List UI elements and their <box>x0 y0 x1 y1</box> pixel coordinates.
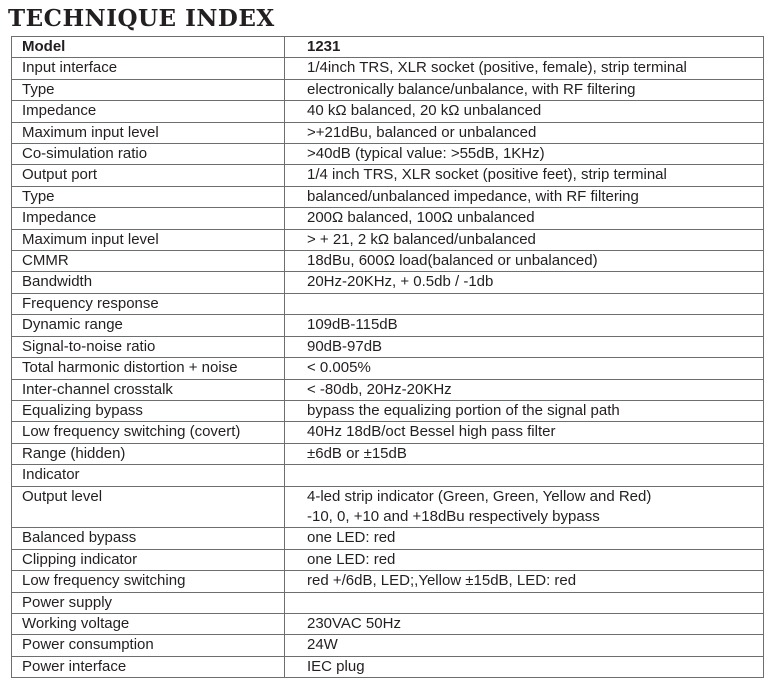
spec-label: Maximum input level <box>12 122 285 143</box>
spec-value <box>285 592 764 613</box>
table-row <box>12 571 764 592</box>
table-row <box>12 528 764 549</box>
table-row <box>12 144 764 165</box>
spec-label: Impedance <box>12 101 285 122</box>
spec-label: Co-simulation ratio <box>12 144 285 165</box>
spec-label: Type <box>12 186 285 207</box>
spec-label: Clipping indicator <box>12 549 285 570</box>
table-row <box>12 272 764 293</box>
spec-value: 200Ω balanced, 100Ω unbalanced <box>285 208 764 229</box>
table-row <box>12 486 764 528</box>
spec-label: Signal-to-noise ratio <box>12 336 285 357</box>
spec-value: red +/6dB, LED;,Yellow ±15dB, LED: red <box>285 571 764 592</box>
spec-label: Input interface <box>12 58 285 79</box>
spec-value: 230VAC 50Hz <box>285 613 764 634</box>
spec-value: 20Hz-20KHz, + 0.5db / -1db <box>285 272 764 293</box>
spec-label: Equalizing bypass <box>12 400 285 421</box>
table-row <box>12 293 764 314</box>
spec-value: < -80db, 20Hz-20KHz <box>285 379 764 400</box>
spec-label: Power consumption <box>12 635 285 656</box>
spec-label: Maximum input level <box>12 229 285 250</box>
table-row <box>12 379 764 400</box>
spec-value: 40Hz 18dB/oct Bessel high pass filter <box>285 422 764 443</box>
spec-value: bypass the equalizing portion of the signal path <box>285 400 764 421</box>
spec-value: > + 21, 2 kΩ balanced/unbalanced <box>285 229 764 250</box>
spec-value <box>285 465 764 486</box>
spec-value: one LED: red <box>285 528 764 549</box>
spec-label: Inter-channel crosstalk <box>12 379 285 400</box>
page-title: TECHNIQUE INDEX <box>8 5 275 32</box>
table-row <box>12 122 764 143</box>
table-row <box>12 58 764 79</box>
spec-label: Bandwidth <box>12 272 285 293</box>
table-row <box>12 336 764 357</box>
spec-value: >40dB (typical value: >55dB, 1KHz) <box>285 144 764 165</box>
spec-value: 1/4inch TRS, XLR socket (positive, female), strip terminal <box>285 58 764 79</box>
spec-label: Power supply <box>12 592 285 613</box>
spec-label: Indicator <box>12 465 285 486</box>
spec-value: 40 kΩ balanced, 20 kΩ unbalanced <box>285 101 764 122</box>
spec-value: 18dBu, 600Ω load(balanced or unbalanced) <box>285 251 764 272</box>
table-row <box>12 315 764 336</box>
spec-label: Type <box>12 79 285 100</box>
table-row <box>12 358 764 379</box>
spec-value <box>285 486 764 528</box>
spec-value: one LED: red <box>285 549 764 570</box>
spec-value: 90dB-97dB <box>285 336 764 357</box>
spec-value: >+21dBu, balanced or unbalanced <box>285 122 764 143</box>
spec-value: balanced/unbalanced impedance, with RF filtering <box>285 186 764 207</box>
spec-label: Low frequency switching (covert) <box>12 422 285 443</box>
spec-table-body <box>12 37 764 678</box>
table-row <box>12 549 764 570</box>
table-row <box>12 229 764 250</box>
spec-label: Working voltage <box>12 613 285 634</box>
spec-label: Model <box>12 37 285 58</box>
spec-value: < 0.005% <box>285 358 764 379</box>
spec-label: CMMR <box>12 251 285 272</box>
spec-label: Dynamic range <box>12 315 285 336</box>
table-row <box>12 422 764 443</box>
spec-value: electronically balance/unbalance, with RF filtering <box>285 79 764 100</box>
spec-label: Output level <box>12 486 285 528</box>
table-row <box>12 635 764 656</box>
table-row <box>12 613 764 634</box>
spec-value-line: -10, 0, +10 and +18dBu respectively bypass <box>307 507 600 525</box>
spec-table <box>11 36 764 678</box>
table-row <box>12 465 764 486</box>
spec-value: 109dB-115dB <box>285 315 764 336</box>
table-row <box>12 251 764 272</box>
spec-value: 1231 <box>285 37 764 58</box>
table-row <box>12 165 764 186</box>
spec-value: IEC plug <box>285 656 764 677</box>
table-row <box>12 37 764 58</box>
spec-value: 1/4 inch TRS, XLR socket (positive feet), strip terminal <box>285 165 764 186</box>
spec-label: Low frequency switching <box>12 571 285 592</box>
spec-value-line: 4-led strip indicator (Green, Green, Yellow and Red) <box>307 487 652 505</box>
spec-label: Power interface <box>12 656 285 677</box>
spec-label: Total harmonic distortion + noise <box>12 358 285 379</box>
spec-label: Impedance <box>12 208 285 229</box>
spec-value <box>285 293 764 314</box>
table-row <box>12 592 764 613</box>
spec-label: Balanced bypass <box>12 528 285 549</box>
table-row <box>12 79 764 100</box>
table-row <box>12 101 764 122</box>
spec-value: ±6dB or ±15dB <box>285 443 764 464</box>
spec-label: Frequency response <box>12 293 285 314</box>
table-row <box>12 443 764 464</box>
table-row <box>12 186 764 207</box>
spec-label: Range (hidden) <box>12 443 285 464</box>
spec-value: 24W <box>285 635 764 656</box>
spec-label: Output port <box>12 165 285 186</box>
table-row <box>12 656 764 677</box>
table-row <box>12 208 764 229</box>
table-row <box>12 400 764 421</box>
